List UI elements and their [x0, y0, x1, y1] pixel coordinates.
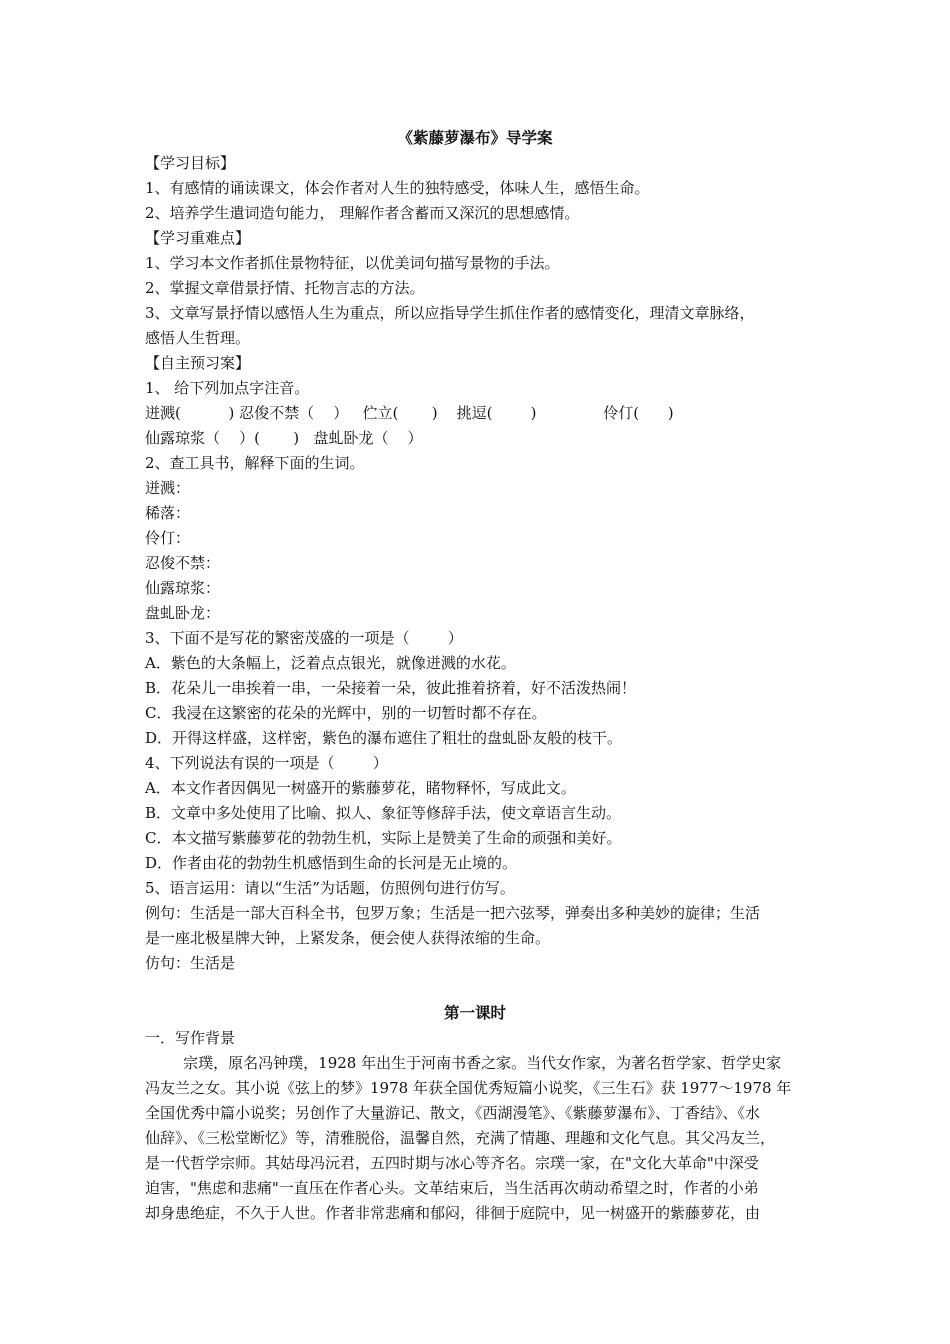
- q4-option-b: B．文章中多处使用了比喻、拟人、象征等修辞手法，使文章语言生动。: [145, 804, 622, 822]
- objective-item: 2、培养学生遣词造句能力， 理解作者含蓄而又深沉的思想感情。: [145, 204, 580, 222]
- question-2: 2、查工具书，解释下面的生词。: [145, 454, 365, 472]
- pinyin-row-1: 迸溅( ) 忍俊不禁（ ） 伫立( ) 挑逗( ) 伶仃( ): [145, 404, 674, 422]
- background-paragraph-line: 全国优秀中篇小说奖；另创作了大量游记、散文，《西湖漫笔》、《紫藤萝瀑布》、丁香结》、《水: [145, 1104, 761, 1122]
- question-3: 3、下面不是写花的繁密茂盛的一项是（ ）: [145, 629, 463, 647]
- question-5: 5、语言运用：请以“生活”为话题，仿照例句进行仿写。: [145, 879, 515, 897]
- background-paragraph-line: 冯友兰之女。其小说《弦上的梦》1978 年获全国优秀短篇小说奖，《三生石》获 1977～1978 年: [145, 1079, 792, 1097]
- vocab-item: 盘虬卧龙：: [145, 604, 221, 622]
- vocab-item: 伶仃：: [145, 529, 191, 547]
- background-paragraph-line: 仙辞》、《三松堂断忆》等，清雅脱俗，温馨自然，充满了情趣、理趣和文化气息。其父冯友兰，: [145, 1129, 776, 1147]
- background-paragraph-line: 却身患绝症，不久于人世。作者非常悲痛和郁闷，徘徊于庭院中，见一树盛开的紫藤萝花，由: [145, 1204, 761, 1222]
- pinyin-row-2: 仙露琼浆（ ）( ) 盘虬卧龙（ ）: [145, 429, 423, 447]
- background-paragraph-line: 宗璞，原名冯钟璞，1928 年出生于河南书香之家。当代女作家，为著名哲学家、哲学史家: [145, 1054, 782, 1072]
- vocab-item: 稀落：: [145, 504, 191, 522]
- example-sentence-line: 例句：生活是一部大百科全书，包罗万象；生活是一把六弦琴，弹奏出多种美妙的旋律；生活: [145, 904, 761, 922]
- imitation-prompt: 仿句：生活是: [145, 954, 236, 972]
- preview-heading: 【自主预习案】: [145, 354, 251, 372]
- q3-option-c: C．我浸在这繁密的花朵的光辉中，别的一切暂时都不存在。: [145, 704, 547, 722]
- vocab-item: 仙露琼浆：: [145, 579, 221, 597]
- q3-option-a: A．紫色的大条幅上，泛着点点银光，就像迸溅的水花。: [145, 654, 516, 672]
- objective-item: 1、有感情的诵读课文，体会作者对人生的独特感受，体味人生，感悟生命。: [145, 179, 650, 197]
- q3-option-b: B．花朵儿一串挨着一串，一朵接着一朵，彼此推着挤着，好不活泼热闹！: [145, 679, 637, 697]
- key-point-item: 3、文章写景抒情以感悟人生为重点，所以应指导学生抓住作者的感情变化，理清文章脉络，: [145, 304, 755, 322]
- background-paragraph-line: 迫害，"焦虑和悲痛"一直压在作者心头。文革结束后，当生活再次萌动希望之时，作者的小弟: [145, 1179, 759, 1197]
- q4-option-a: A．本文作者因偶见一树盛开的紫藤萝花，睹物释怀，写成此文。: [145, 779, 576, 797]
- q3-option-d: D．开得这样盛，这样密，紫色的瀑布遮住了粗壮的盘虬卧友般的枝干。: [145, 729, 623, 747]
- q4-option-c: C．本文描写紫藤萝花的勃勃生机，实际上是赞美了生命的顽强和美好。: [145, 829, 622, 847]
- question-4: 4、下列说法有误的一项是（ ）: [145, 754, 388, 772]
- section-background-heading: 一．写作背景: [145, 1029, 236, 1047]
- q4-option-d: D．作者由花的勃勃生机感悟到生命的长河是无止境的。: [145, 854, 518, 872]
- question-1: 1、 给下列加点字注音。: [145, 379, 310, 397]
- key-point-item: 1、学习本文作者抓住景物特征，以优美词句描写景物的手法。: [145, 254, 560, 272]
- vocab-item: 迸溅：: [145, 479, 191, 497]
- background-paragraph-line: 是一代哲学宗师。其姑母冯沅君，五四时期与冰心等齐名。宗璞一家，在"文化大革命"中深受: [145, 1154, 759, 1172]
- objectives-heading: 【学习目标】: [145, 154, 236, 172]
- key-point-item: 2、掌握文章借景抒情、托物言志的方法。: [145, 279, 425, 297]
- vocab-item: 忍俊不禁：: [145, 554, 221, 572]
- lesson-1-heading: 第一课时: [443, 1003, 506, 1022]
- key-points-heading: 【学习重难点】: [145, 229, 251, 247]
- document-title: 《紫藤萝瀑布》导学案: [397, 128, 553, 147]
- example-sentence-line: 是一座北极星牌大钟，上紧发条，便会使人获得浓缩的生命。: [145, 929, 551, 947]
- key-point-item-continued: 感悟人生哲理。: [145, 329, 251, 347]
